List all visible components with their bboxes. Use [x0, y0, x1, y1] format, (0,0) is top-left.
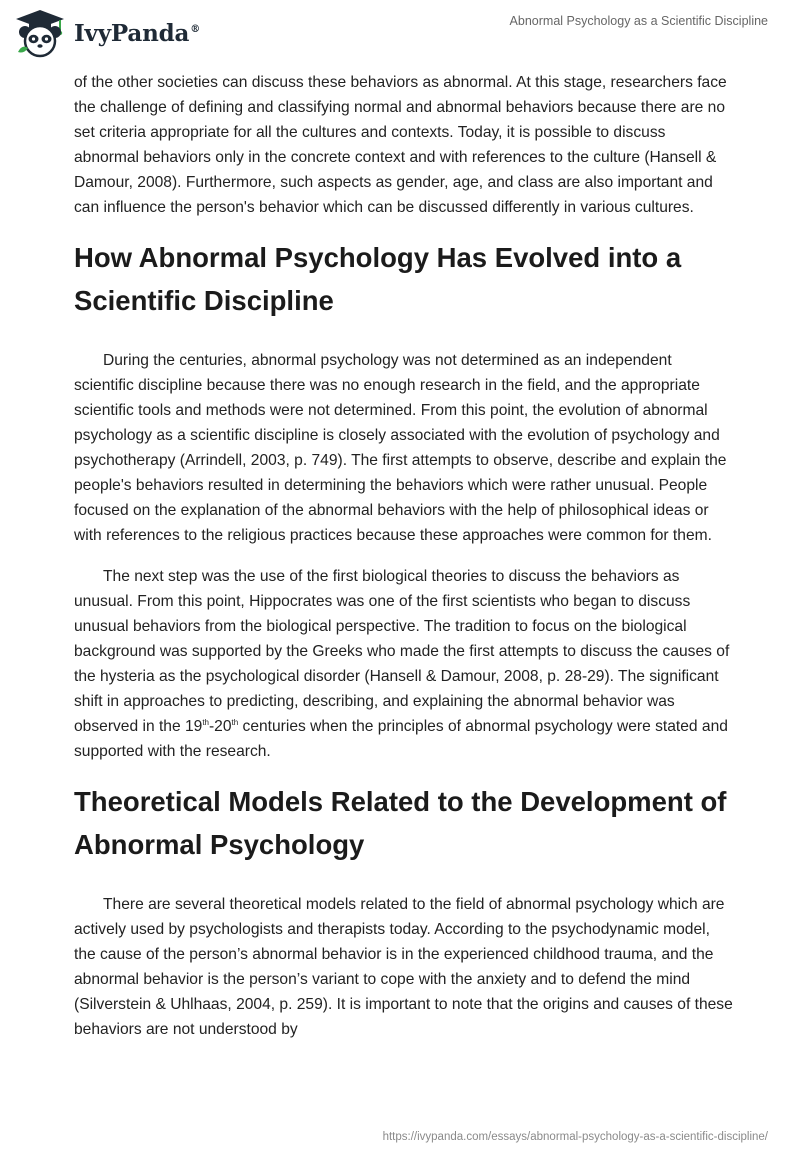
- page-header: [0, 0, 800, 68]
- document-title: Abnormal Psychology as a Scientific Discipline: [509, 14, 768, 28]
- ivypanda-logo[interactable]: [14, 8, 200, 58]
- paragraph-evolution-2: The next step was the use of the first biological theories to discuss the behaviors as unusual. From this point, Hippocrates was one of the first scientists who began to discuss unusual behaviors from the biological perspective. The tradition to focus on the biological background was supported by the Greeks who made the first attempts to discuss the causes of the hysteria as the psychological disorder (Hansell & Damour, 2008, p. 28-29). The significant shift in approaches to predicting, describing, and explaining the abnormal behavior was observed in the 19th-20th centuries when the principles of abnormal psychology were stated and supported with the research.: [74, 568, 730, 760]
- paragraph-intro: of the other societies can discuss these behaviors as abnormal. At this stage, researchers face the challenge of defining and classifying normal and abnormal behaviors because there are no set criteria appropriate for all the cultures and contexts. Today, it is possible to discuss abnormal behaviors only in the concrete context and with references to the culture (Hansell & Damour, 2008). Furthermore, such aspects as gender, age, and class are also important and can influence the person's behavior which can be discussed differently in various cultures.: [74, 74, 727, 216]
- paragraph-evolution-1: During the centuries, abnormal psychology was not determined as an independent scientific discipline because there was no enough research in the field, and the appropriate scientific tools and methods were not determined. From this point, the evolution of abnormal psychology as a scientific discipline is closely associated with the evolution of psychology and psychotherapy (Arrindell, 2003, p. 749). The first attempts to observe, describe and explain the people's behaviors resulted in determining the behaviors which were rather unusual. People focused on the explanation of the abnormal behaviors with the help of philosophical ideas or with references to the religious practices because these approaches were common for them.: [74, 352, 727, 544]
- article-body: [74, 70, 734, 1058]
- panda-graduate-icon: [14, 8, 66, 58]
- section-heading-theoretical-models: Theoretical Models Related to the Development of Abnormal Psychology: [74, 786, 727, 860]
- brand-name: IvyPanda®: [74, 19, 200, 47]
- source-url[interactable]: https://ivypanda.com/essays/abnormal-psychology-as-a-scientific-discipline/: [382, 1131, 768, 1143]
- paragraph-theoretical-models: There are several theoretical models related to the field of abnormal psychology which are actively used by psychologists and therapists today. According to the psychodynamic model, the cause of the person’s abnormal behavior is in the experienced childhood trauma, and the abnormal behavior is the person’s variant to cope with the anxiety and to defend the mind (Silverstein & Uhlhaas, 2004, p. 259). It is important to note that the origins and causes of these behaviors are not understood by: [74, 896, 733, 1038]
- section-heading-evolution: How Abnormal Psychology Has Evolved into a Scientific Discipline: [74, 242, 682, 316]
